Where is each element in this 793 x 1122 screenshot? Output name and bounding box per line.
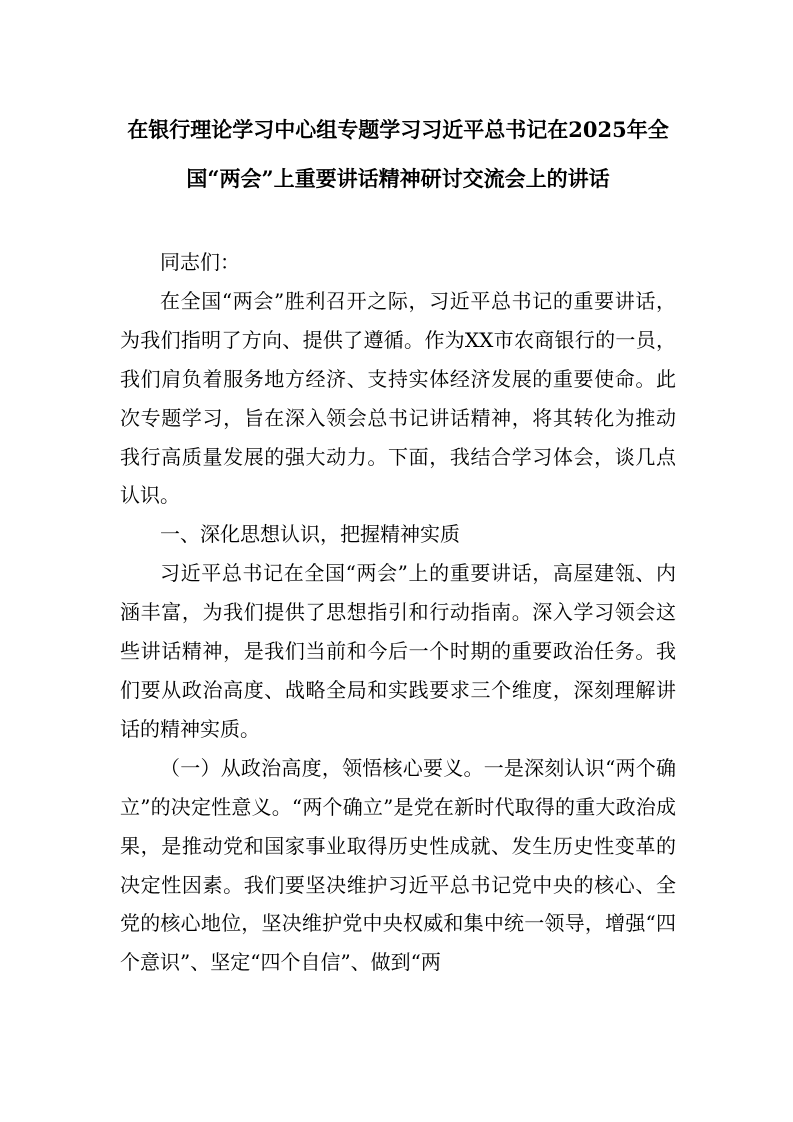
paragraph-section-1: 习近平总书记在全国“两会”上的重要讲话，高屋建瓴、内涵丰富，为我们提供了思想指引和行动指南。深入学习领会这些讲话精神，是我们当前和今后一个时期的重要政治任务。我们要从政治高度、战略全局和实践要求三个维度，深刻理解讲话的精神实质。 (120, 561, 676, 741)
section-heading: 一、深化思想认识，把握精神实质 (160, 522, 460, 547)
title-line-1: 在银行理论学习中心组专题学习习近平总书记在2025年全 (127, 117, 669, 142)
title-line-2: 国“两会”上重要讲话精神研讨交流会上的讲话 (186, 166, 610, 191)
paragraph-intro: 在全国“两会”胜利召开之际，习近平总书记的重要讲话，为我们指明了方向、提供了遵循。作为XX市农商银行的一员，我们肩负着服务地方经济、支持实体经济发展的重要使命。此次专题学习，旨在深入领会总书记讲话精神，将其转化为推动我行高质量发展的强大动力。下面，我结合学习体会，谈几点认识。 (120, 288, 676, 508)
document-body (120, 243, 676, 982)
document-title (120, 105, 676, 203)
paragraph-subsection-1: （一）从政治高度，领悟核心要义。一是深刻认识“两个确立”的决定性意义。“两个确立”是党在新时代取得的重大政治成果，是推动党和国家事业取得历史性成就、发生历史性变革的决定性因素。我们要坚决维护习近平总书记党中央的核心、全党的核心地位，坚决维护党中央权威和集中统一领导，增强“四个意识”、坚定“四个自信”、做到“两 (120, 755, 676, 975)
salutation: 同志们： (160, 250, 240, 274)
